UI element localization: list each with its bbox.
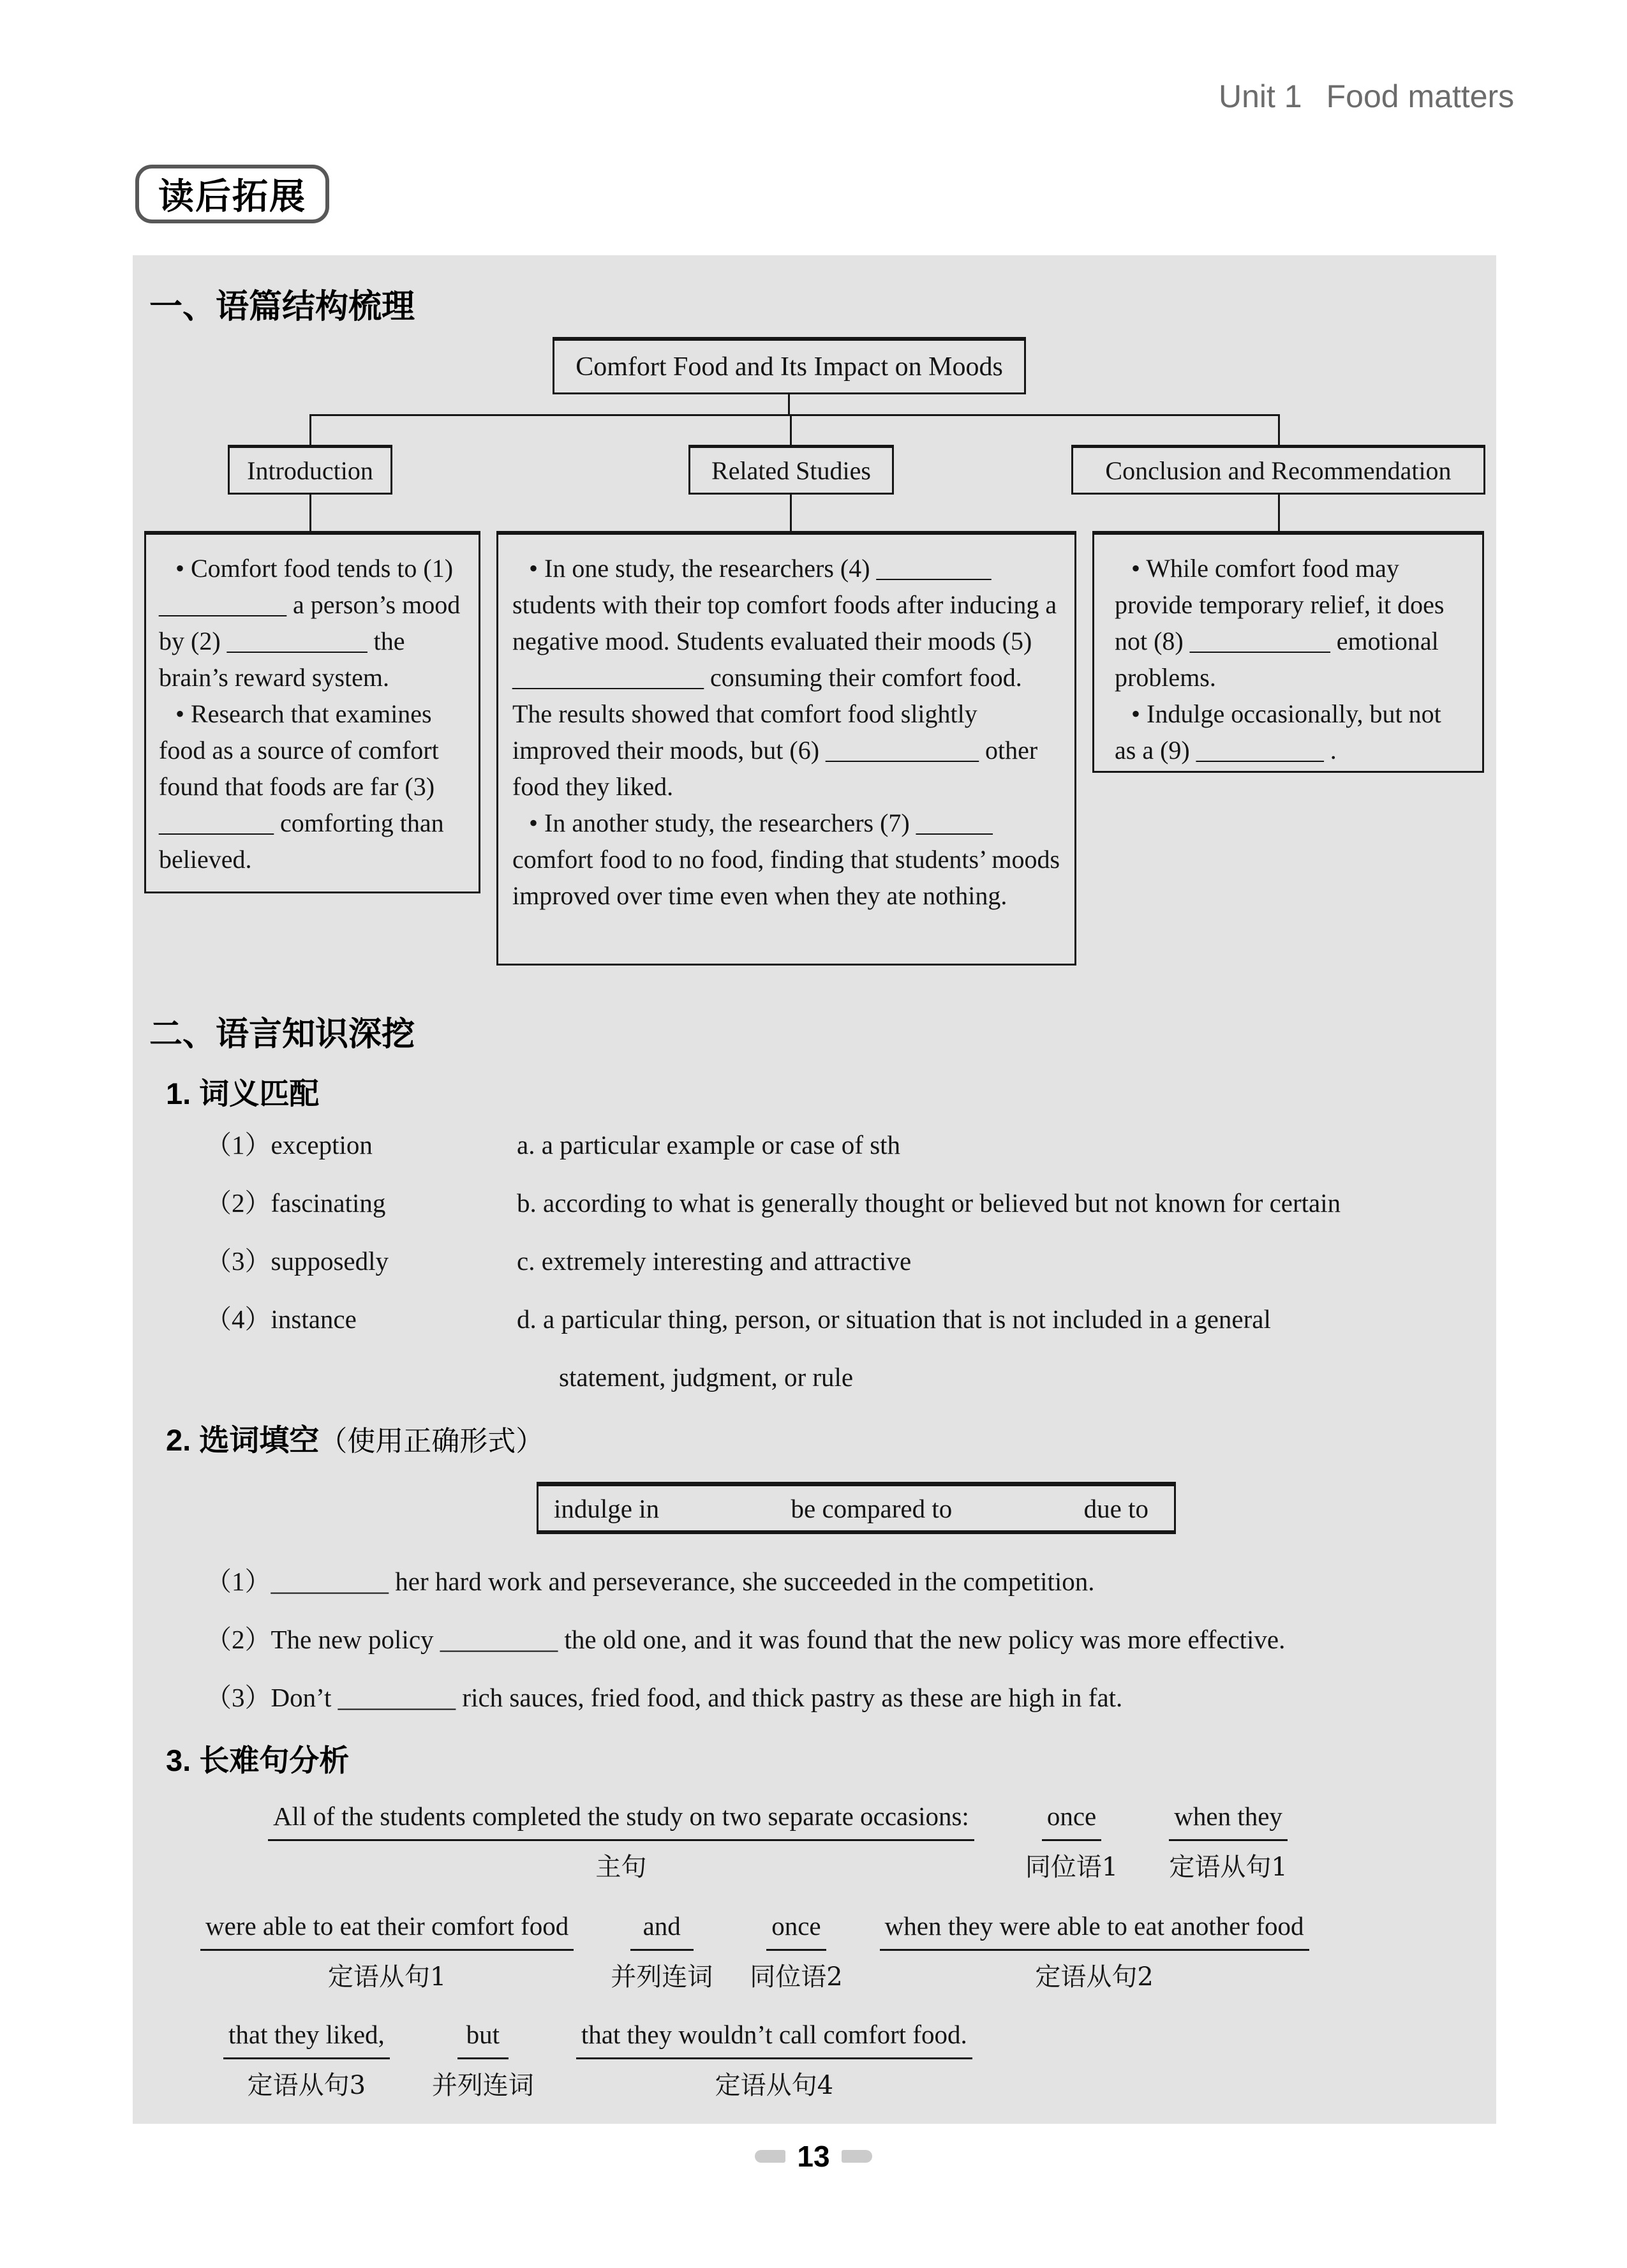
content-box-related-studies (496, 531, 1076, 966)
segment-text: that they liked, (223, 2018, 390, 2059)
branch-box-related-studies (688, 445, 894, 495)
analysis-segment (200, 1909, 574, 1993)
related-studies-point-1: • In one study, the researchers (4) _________ students with their top comfort foods after inducing a negative mood. Students evaluated their moods (5) _______________ consuming their comfort food. The results showed that comfort food slightly improved their moods, but (6) ____________ other food they liked. (512, 554, 1057, 801)
vocab-row (205, 1186, 1475, 1220)
conclusion-point-2: • Indulge occasionally, but not as a (9) __________ . (1115, 699, 1441, 765)
analysis-row-2 (200, 1909, 1309, 1993)
vocab-term: （1）exception (205, 1130, 373, 1160)
vocab-definition: d. a particular thing, person, or situation that is not included in a general (517, 1304, 1271, 1334)
vocab-row-continuation (205, 1361, 1475, 1394)
analysis-row-1 (268, 1800, 1288, 1883)
book-mark-left-icon (755, 2150, 785, 2163)
connector-line (788, 394, 790, 414)
vocab-row (205, 1302, 1475, 1336)
segment-label: 并列连词 (611, 1962, 713, 1992)
connector-line (309, 416, 311, 445)
analysis-row-3 (223, 2018, 972, 2101)
analysis-heading: 3. 长难句分析 (166, 1743, 350, 1777)
segment-label: 主句 (595, 1853, 647, 1882)
segment-text: when they (1169, 1800, 1288, 1841)
branch-title-introduction: Introduction (247, 456, 373, 485)
cloze-heading-main: 2. 选词填空 (166, 1423, 320, 1457)
analysis-segment (750, 1909, 842, 1993)
branch-title-conclusion: Conclusion and Recommendation (1105, 456, 1452, 485)
segment-text: but (457, 2018, 509, 2059)
analysis-segment (880, 1909, 1309, 1993)
unit-header (1219, 78, 1514, 115)
introduction-point-1: • Comfort food tends to (1) __________ a person’s mood by (2) ___________ the brain’s reward system. (159, 554, 461, 692)
section-badge (135, 165, 329, 223)
cloze-sentence: （2）The new policy _________ the old one, and it was found that the new policy was more effective. (205, 1625, 1286, 1654)
introduction-point-2: • Research that examines food as a source of comfort found that foods are far (3) _________ comforting than believed. (159, 699, 444, 874)
segment-label: 同位语1 (1025, 1853, 1118, 1882)
segment-text: once (1042, 1800, 1101, 1841)
analysis-segment (1169, 1800, 1288, 1883)
segment-label: 定语从句3 (247, 2071, 366, 2100)
segment-text: when they were able to eat another food (880, 1909, 1309, 1951)
cloze-sentence: （3）Don’t _________ rich sauces, fried food, and thick pastry as these are high in fat. (205, 1683, 1123, 1712)
segment-text: once (766, 1909, 826, 1951)
segment-text: and (630, 1909, 694, 1951)
related-studies-point-2: • In another study, the researchers (7) ______ comfort food to no food, finding that students’ moods improved over time even when they ate nothing. (512, 809, 1060, 910)
section1-heading: 一、语篇结构梳理 (149, 288, 415, 325)
cloze-sentences (205, 1565, 1482, 1739)
analysis-segment (611, 1909, 713, 1993)
branch-box-conclusion (1071, 445, 1485, 495)
word-bank-item: due to (1083, 1493, 1148, 1523)
section2-heading: 二、语言知识深挖 (149, 1016, 415, 1053)
segment-label: 定语从句2 (1035, 1962, 1154, 1992)
vocab-term: （3）supposedly (205, 1246, 389, 1276)
page-footer (724, 2139, 903, 2174)
connector-line (1278, 495, 1280, 531)
analysis-segment (1025, 1800, 1118, 1883)
vocab-term: （4）instance (205, 1304, 357, 1334)
section-badge-label: 读后拓展 (158, 176, 306, 216)
analysis-segment (268, 1800, 974, 1883)
page-number: 13 (797, 2140, 830, 2173)
analysis-segment (432, 2018, 534, 2101)
vocab-matching-list (205, 1128, 1475, 1419)
unit-title: Food matters (1326, 78, 1515, 114)
content-panel (133, 255, 1496, 2124)
connector-line (309, 414, 1280, 416)
vocab-definition: a. a particular example or case of sth (517, 1130, 901, 1160)
vocab-definition: c. extremely interesting and attractive (517, 1246, 912, 1276)
connector-line (1278, 416, 1280, 445)
vocab-definition: b. according to what is generally thought or believed but not known for certain (517, 1188, 1341, 1218)
vocab-row (205, 1128, 1475, 1161)
unit-number: Unit 1 (1219, 78, 1302, 114)
segment-label: 同位语2 (750, 1962, 843, 1992)
content-box-introduction (144, 531, 480, 893)
cloze-sentence: （1）_________ her hard work and perseverance, she succeeded in the competition. (205, 1567, 1095, 1596)
segment-label: 定语从句1 (327, 1962, 447, 1992)
word-bank (537, 1482, 1176, 1534)
branch-box-introduction (228, 445, 392, 495)
analysis-segment (223, 2018, 390, 2101)
segment-label: 定语从句1 (1169, 1853, 1288, 1882)
content-box-conclusion (1092, 531, 1484, 773)
cloze-heading (166, 1417, 544, 1459)
conclusion-point-1: • While comfort food may provide temporary relief, it does not (8) ___________ emotional problems. (1115, 554, 1445, 692)
segment-text: were able to eat their comfort food (200, 1909, 574, 1951)
flowchart-root-title: Comfort Food and Its Impact on Moods (576, 352, 1003, 382)
word-bank-item: be compared to (791, 1493, 953, 1523)
connector-line (309, 495, 311, 531)
cloze-heading-note: （使用正确形式） (319, 1425, 544, 1458)
vocab-term-empty (205, 1361, 517, 1394)
connector-line (790, 416, 792, 445)
segment-text: that they wouldn’t call comfort food. (576, 2018, 972, 2059)
word-bank-item: indulge in (554, 1493, 660, 1523)
segment-label: 并列连词 (431, 2071, 534, 2100)
vocab-heading: 1. 词义匹配 (166, 1077, 320, 1110)
branch-title-related-studies: Related Studies (711, 456, 871, 485)
vocab-definition-continuation: statement, judgment, or rule (559, 1362, 854, 1392)
vocab-row (205, 1244, 1475, 1278)
connector-line (790, 495, 792, 531)
vocab-term: （2）fascinating (205, 1188, 386, 1218)
segment-label: 定语从句4 (715, 2071, 834, 2100)
analysis-segment (576, 2018, 972, 2101)
book-mark-right-icon (842, 2150, 872, 2163)
flowchart-root-box (553, 337, 1026, 394)
segment-text: All of the students completed the study on two separate occasions: (268, 1800, 974, 1841)
